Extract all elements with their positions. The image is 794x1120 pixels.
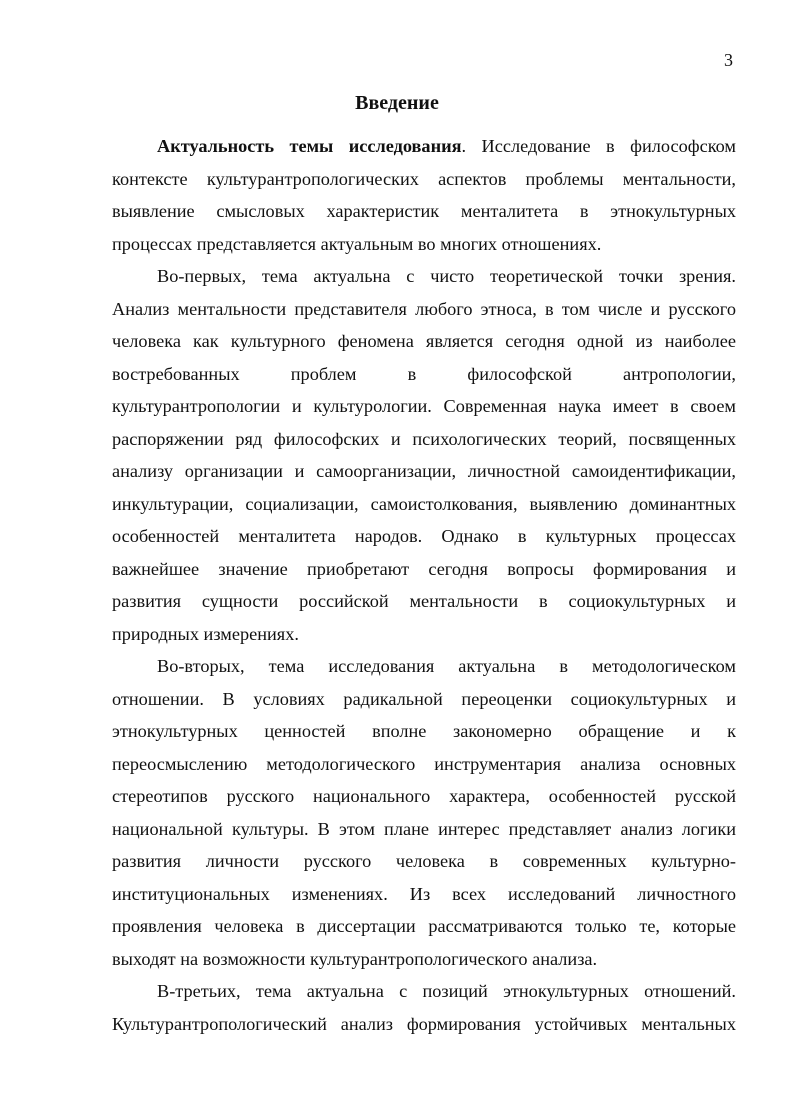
text-line — [112, 585, 736, 618]
line-text: культурантропологии и культурологии. Современная наука имеет в своем — [112, 396, 736, 416]
text-line — [112, 195, 736, 228]
text-line — [112, 618, 736, 651]
page-number: 3 — [724, 50, 733, 70]
section-title: Введение — [355, 92, 439, 114]
text-line — [112, 553, 736, 586]
text-line — [112, 228, 736, 261]
text-line — [112, 780, 736, 813]
line-text: Анализ ментальности представителя любого этноса, в том числе и русского — [112, 298, 736, 319]
line-text: важнейшее значение приобретают сегодня вопросы формирования и — [112, 558, 736, 579]
line-text: анализу организации и самоорганизации, личностной самоидентификации, — [112, 461, 736, 481]
line-text: В-третьих, тема актуальна с позиций этнокультурных отношений. — [157, 981, 736, 1001]
line-text: особенностей менталитета народов. Однако в культурных процессах — [112, 526, 736, 546]
text-line — [112, 163, 736, 196]
text-line — [112, 748, 736, 781]
text-line — [112, 358, 736, 391]
line-text: природных измерениях. — [112, 623, 299, 644]
text-line — [112, 260, 736, 293]
text-line — [112, 520, 736, 553]
line-text: Культурантропологический анализ формирования устойчивых ментальных — [112, 1013, 736, 1034]
text-line — [112, 488, 736, 521]
text-line — [112, 975, 736, 1008]
text-line — [112, 683, 736, 716]
text-line — [112, 813, 736, 846]
line-text: выявление смысловых характеристик менталитета в этнокультурных — [112, 201, 736, 221]
line-text: человека как культурного феномена является сегодня одной из наиболее — [112, 331, 736, 351]
text-line — [112, 325, 736, 358]
line-text: проявления человека в диссертации рассматриваются только те, которые — [112, 916, 736, 936]
text-line — [112, 845, 736, 878]
line-text: инкультурации, социализации, самоистолкования, выявлению доминантных — [112, 493, 736, 514]
text-line — [112, 130, 736, 163]
line-text: Во-вторых, тема исследования актуальна в методологическом — [157, 656, 736, 676]
text-line — [112, 293, 736, 326]
bold-lead: Актуальность темы исследования — [157, 136, 462, 156]
line-text: контексте культурантропологических аспектов проблемы ментальности, — [112, 168, 736, 189]
text-line — [112, 1008, 736, 1041]
line-text: стереотипов русского национального характера, особенностей русской — [112, 786, 736, 806]
line-text: распоряжении ряд философских и психологических теорий, посвященных — [112, 428, 736, 449]
text-line — [112, 455, 736, 488]
text-line — [112, 650, 736, 683]
text-line — [112, 390, 736, 423]
line-text: развития личности русского человека в современных культурно- — [112, 851, 736, 871]
line-text: отношении. В условиях радикальной переоценки социокультурных и — [112, 688, 736, 709]
text-line — [112, 878, 736, 911]
line-text: . Исследование в философском — [461, 136, 736, 156]
text-line — [112, 910, 736, 943]
line-text: национальной культуры. В этом плане интерес представляет анализ логики — [112, 818, 736, 839]
line-text: этнокультурных ценностей вполне закономерно обращение и к — [112, 721, 736, 741]
line-text: процессах представляется актуальным во многих отношениях. — [112, 233, 602, 254]
line-text: институциональных изменениях. Из всех исследований личностного — [112, 883, 736, 904]
text-line — [112, 943, 736, 976]
line-text: развития сущности российской ментальности в социокультурных и — [112, 591, 736, 611]
document-body — [112, 130, 736, 1040]
text-line — [112, 715, 736, 748]
line-text: переосмыслению методологического инструментария анализа основных — [112, 753, 736, 774]
line-text: Во-первых, тема актуальна с чисто теоретической точки зрения. — [157, 266, 736, 286]
line-text: выходят на возможности культурантропологического анализа. — [112, 948, 598, 969]
text-line — [112, 423, 736, 456]
line-text: востребованных проблем в философской антропологии, — [112, 363, 736, 384]
